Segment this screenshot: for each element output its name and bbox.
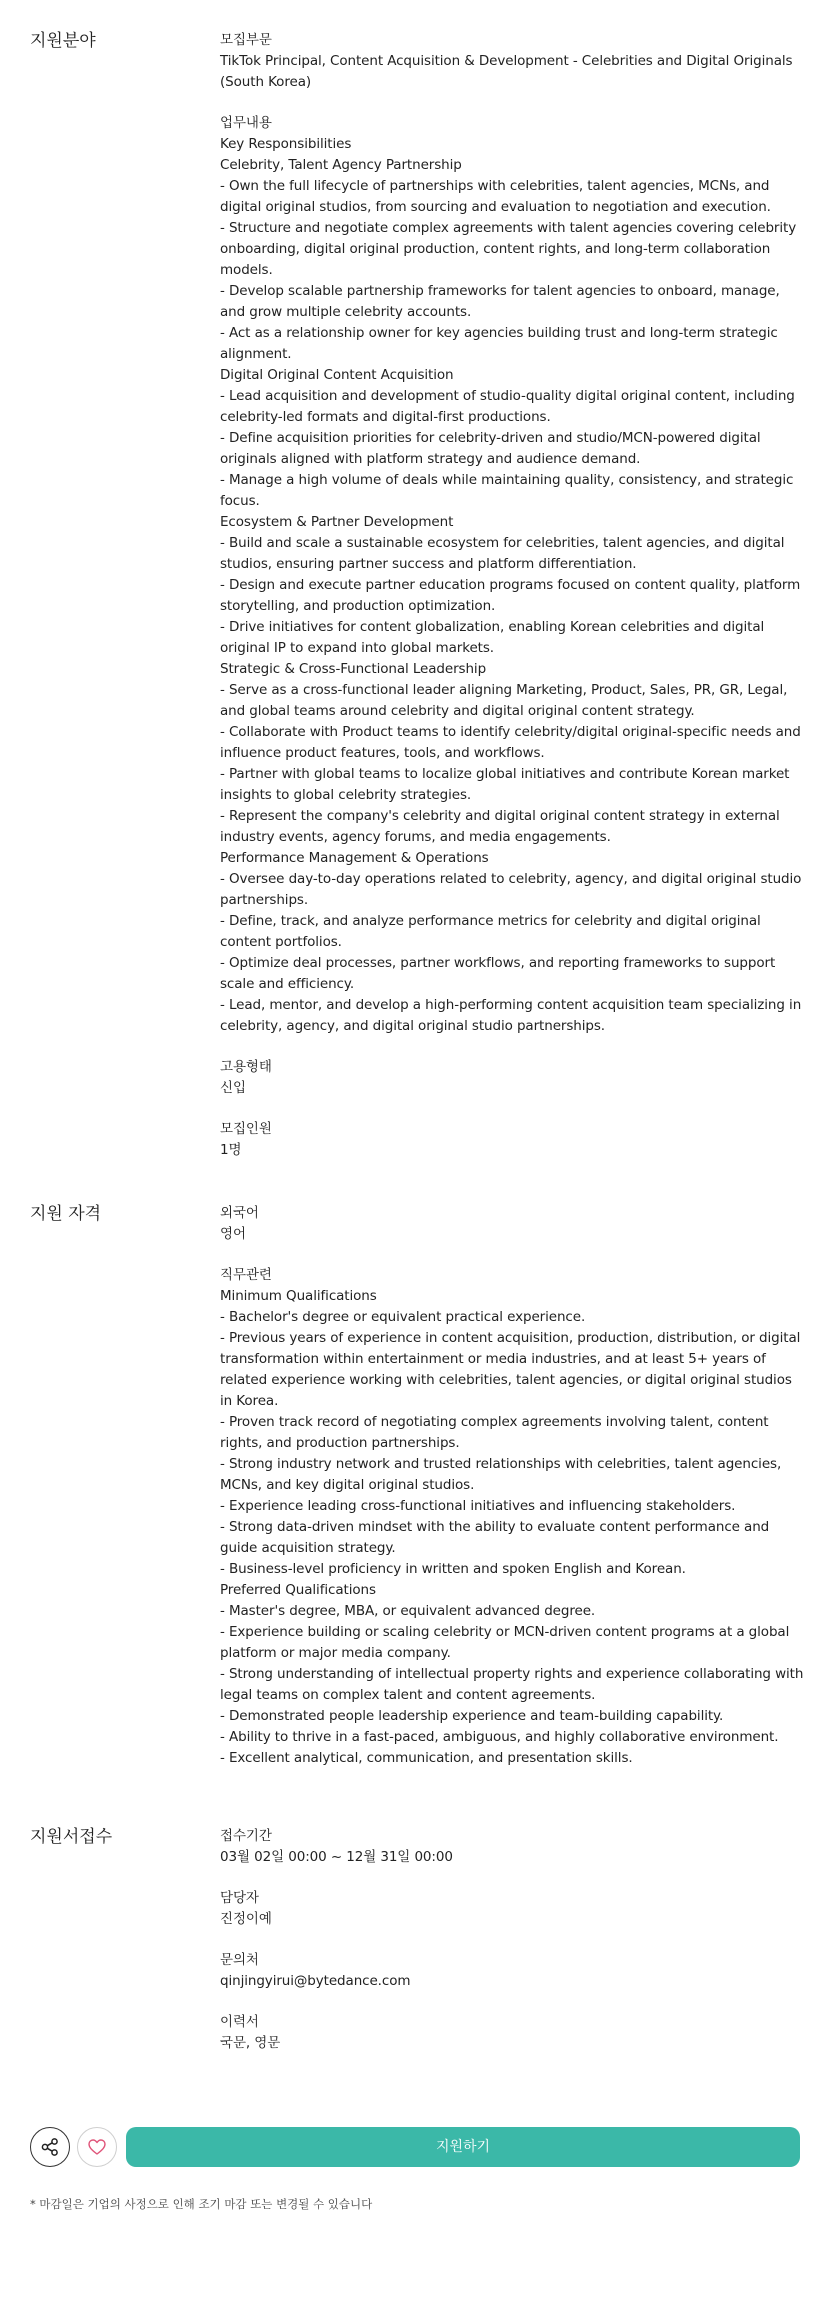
section-body-field xyxy=(220,30,805,1181)
field-value-language: 영어 xyxy=(220,1226,246,1242)
like-button[interactable] xyxy=(77,2127,117,2167)
field-value-department: TikTok Principal, Content Acquisition & Development - Celebrities and Digital Originals (South Korea) xyxy=(220,53,797,90)
share-icon xyxy=(40,2137,60,2157)
field-label-job-related: 직무관련 xyxy=(220,1267,272,1283)
action-bar xyxy=(30,2127,800,2167)
field-label-resume: 이력서 xyxy=(220,2014,259,2030)
field-label-duties: 업무내용 xyxy=(220,115,272,131)
field-headcount xyxy=(220,1119,805,1161)
field-duties xyxy=(220,113,805,1037)
section-title-qualification: 지원 자격 xyxy=(30,1204,102,1224)
field-value-resume: 국문, 영문 xyxy=(220,2035,281,2051)
field-value-duties: Key Responsibilities Celebrity, Talent Agency Partnership - Own the full lifecycle of partnerships with celebrities, talent agencies, MCNs, and digital original studios, from sourcing and evaluation to negotiation and execution. - Structure and negotiate complex agreements with talent agencies covering celebrity onboarding, digital original production, content rights, and long-term collaboration models. - Develop scalable partnership frameworks for talent agencies to onboard, manage, and grow multiple celebrity accounts. - Act as a relationship owner for key agencies building trust and long-term strategic alignment. Digital Original Content Acquisition - Lead acquisition and development of studio-quality digital original content, including celebrity-led formats and digital-first productions. - Define acquisition priorities for celebrity-driven and studio/MCN-powered digital originals aligned with platform strategy and audience demand. - Manage a high volume of deals while maintaining quality, consistency, and strategic focus. Ecosystem & Partner Development - Build and scale a sustainable ecosystem for celebrities, talent agencies, and digital studios, ensuring partner success and platform differentiation. - Design and execute partner education programs focused on content quality, platform storytelling, and production optimization. - Drive initiatives for content globalization, enabling Korean celebrities and digital original IP to expand into global markets. Strategic & Cross-Functional Leadership - Serve as a cross-functional leader aligning Marketing, Product, Sales, PR, GR, Legal, and global teams around celebrity and digital original content strategy. - Collaborate with Product teams to identify celebrity/digital original-specific needs and influence product features, tools, and workflows. - Partner with global teams to localize global initiatives and contribute Korean market insights to global celebrity strategies. - Represent the company's celebrity and digital original content strategy in external industry events, agency forums, and media engagements. Performance Management & Operations - Oversee day-to-day operations related to celebrity, agency, and digital original studio partnerships. - Define, track, and analyze performance metrics for celebrity and digital original content portfolios. - Optimize deal processes, partner workflows, and reporting frameworks to support scale and efficiency. - Lead, mentor, and develop a high-performing content acquisition team specializing in celebrity, agency, and digital original studio partnerships. xyxy=(220,136,802,1034)
section-body-application xyxy=(220,1826,805,2074)
heart-outline-icon xyxy=(87,2137,107,2157)
share-button[interactable] xyxy=(30,2127,70,2167)
section-title-application: 지원서접수 xyxy=(30,1827,113,1847)
field-label-contact-person: 담당자 xyxy=(220,1890,259,1906)
field-label-period: 접수기간 xyxy=(220,1828,272,1844)
field-period xyxy=(220,1826,805,1868)
field-department xyxy=(220,30,805,93)
section-title-field: 지원분야 xyxy=(30,31,96,51)
field-value-headcount: 1명 xyxy=(220,1142,242,1158)
field-resume xyxy=(220,2012,805,2054)
field-label-inquiry: 문의처 xyxy=(220,1952,259,1968)
field-contact-person xyxy=(220,1888,805,1930)
deadline-notice: * 마감일은 기업의 사정으로 인해 조기 마감 또는 변경될 수 있습니다 xyxy=(30,2197,373,2211)
field-label-employment-type: 고용형태 xyxy=(220,1059,272,1075)
field-value-contact-person: 진정이예 xyxy=(220,1911,272,1927)
field-employment-type xyxy=(220,1057,805,1099)
field-inquiry xyxy=(220,1950,805,1992)
field-label-language: 외국어 xyxy=(220,1205,259,1221)
section-body-qualification xyxy=(220,1203,805,1789)
field-value-inquiry: qinjingyirui@bytedance.com xyxy=(220,1973,411,1989)
field-language xyxy=(220,1203,805,1245)
field-job-related xyxy=(220,1265,805,1769)
field-value-period: 03월 02일 00:00 ~ 12월 31일 00:00 xyxy=(220,1849,453,1865)
apply-button[interactable]: 지원하기 xyxy=(126,2127,800,2167)
field-label-headcount: 모집인원 xyxy=(220,1121,272,1137)
field-value-employment-type: 신입 xyxy=(220,1080,246,1096)
field-value-job-related: Minimum Qualifications - Bachelor's degree or equivalent practical experience. - Previous years of experience in content acquisition, production, distribution, or digital transformation within entertainment or media industries, and at least 5+ years of related experience working with celebrities, talent agencies, or digital original studios in Korea. - Proven track record of negotiating complex agreements involving talent, content rights, and production partnerships. - Strong industry network and trusted relationships with celebrities, talent agencies, MCNs, and key digital original studios. - Experience leading cross-functional initiatives and influencing stakeholders. - Strong data-driven mindset with the ability to evaluate content performance and guide acquisition strategy. - Business-level proficiency in written and spoken English and Korean. Preferred Qualifications - Master's degree, MBA, or equivalent advanced degree. - Experience building or scaling celebrity or MCN-driven content programs at a global platform or major media company. - Strong understanding of intellectual property rights and experience collaborating with legal teams on complex talent and content agreements. - Demonstrated people leadership experience and team-building capability. - Ability to thrive in a fast-paced, ambiguous, and highly collaborative environment. - Excellent analytical, communication, and presentation skills. xyxy=(220,1288,804,1766)
field-label-department: 모집부문 xyxy=(220,32,272,48)
